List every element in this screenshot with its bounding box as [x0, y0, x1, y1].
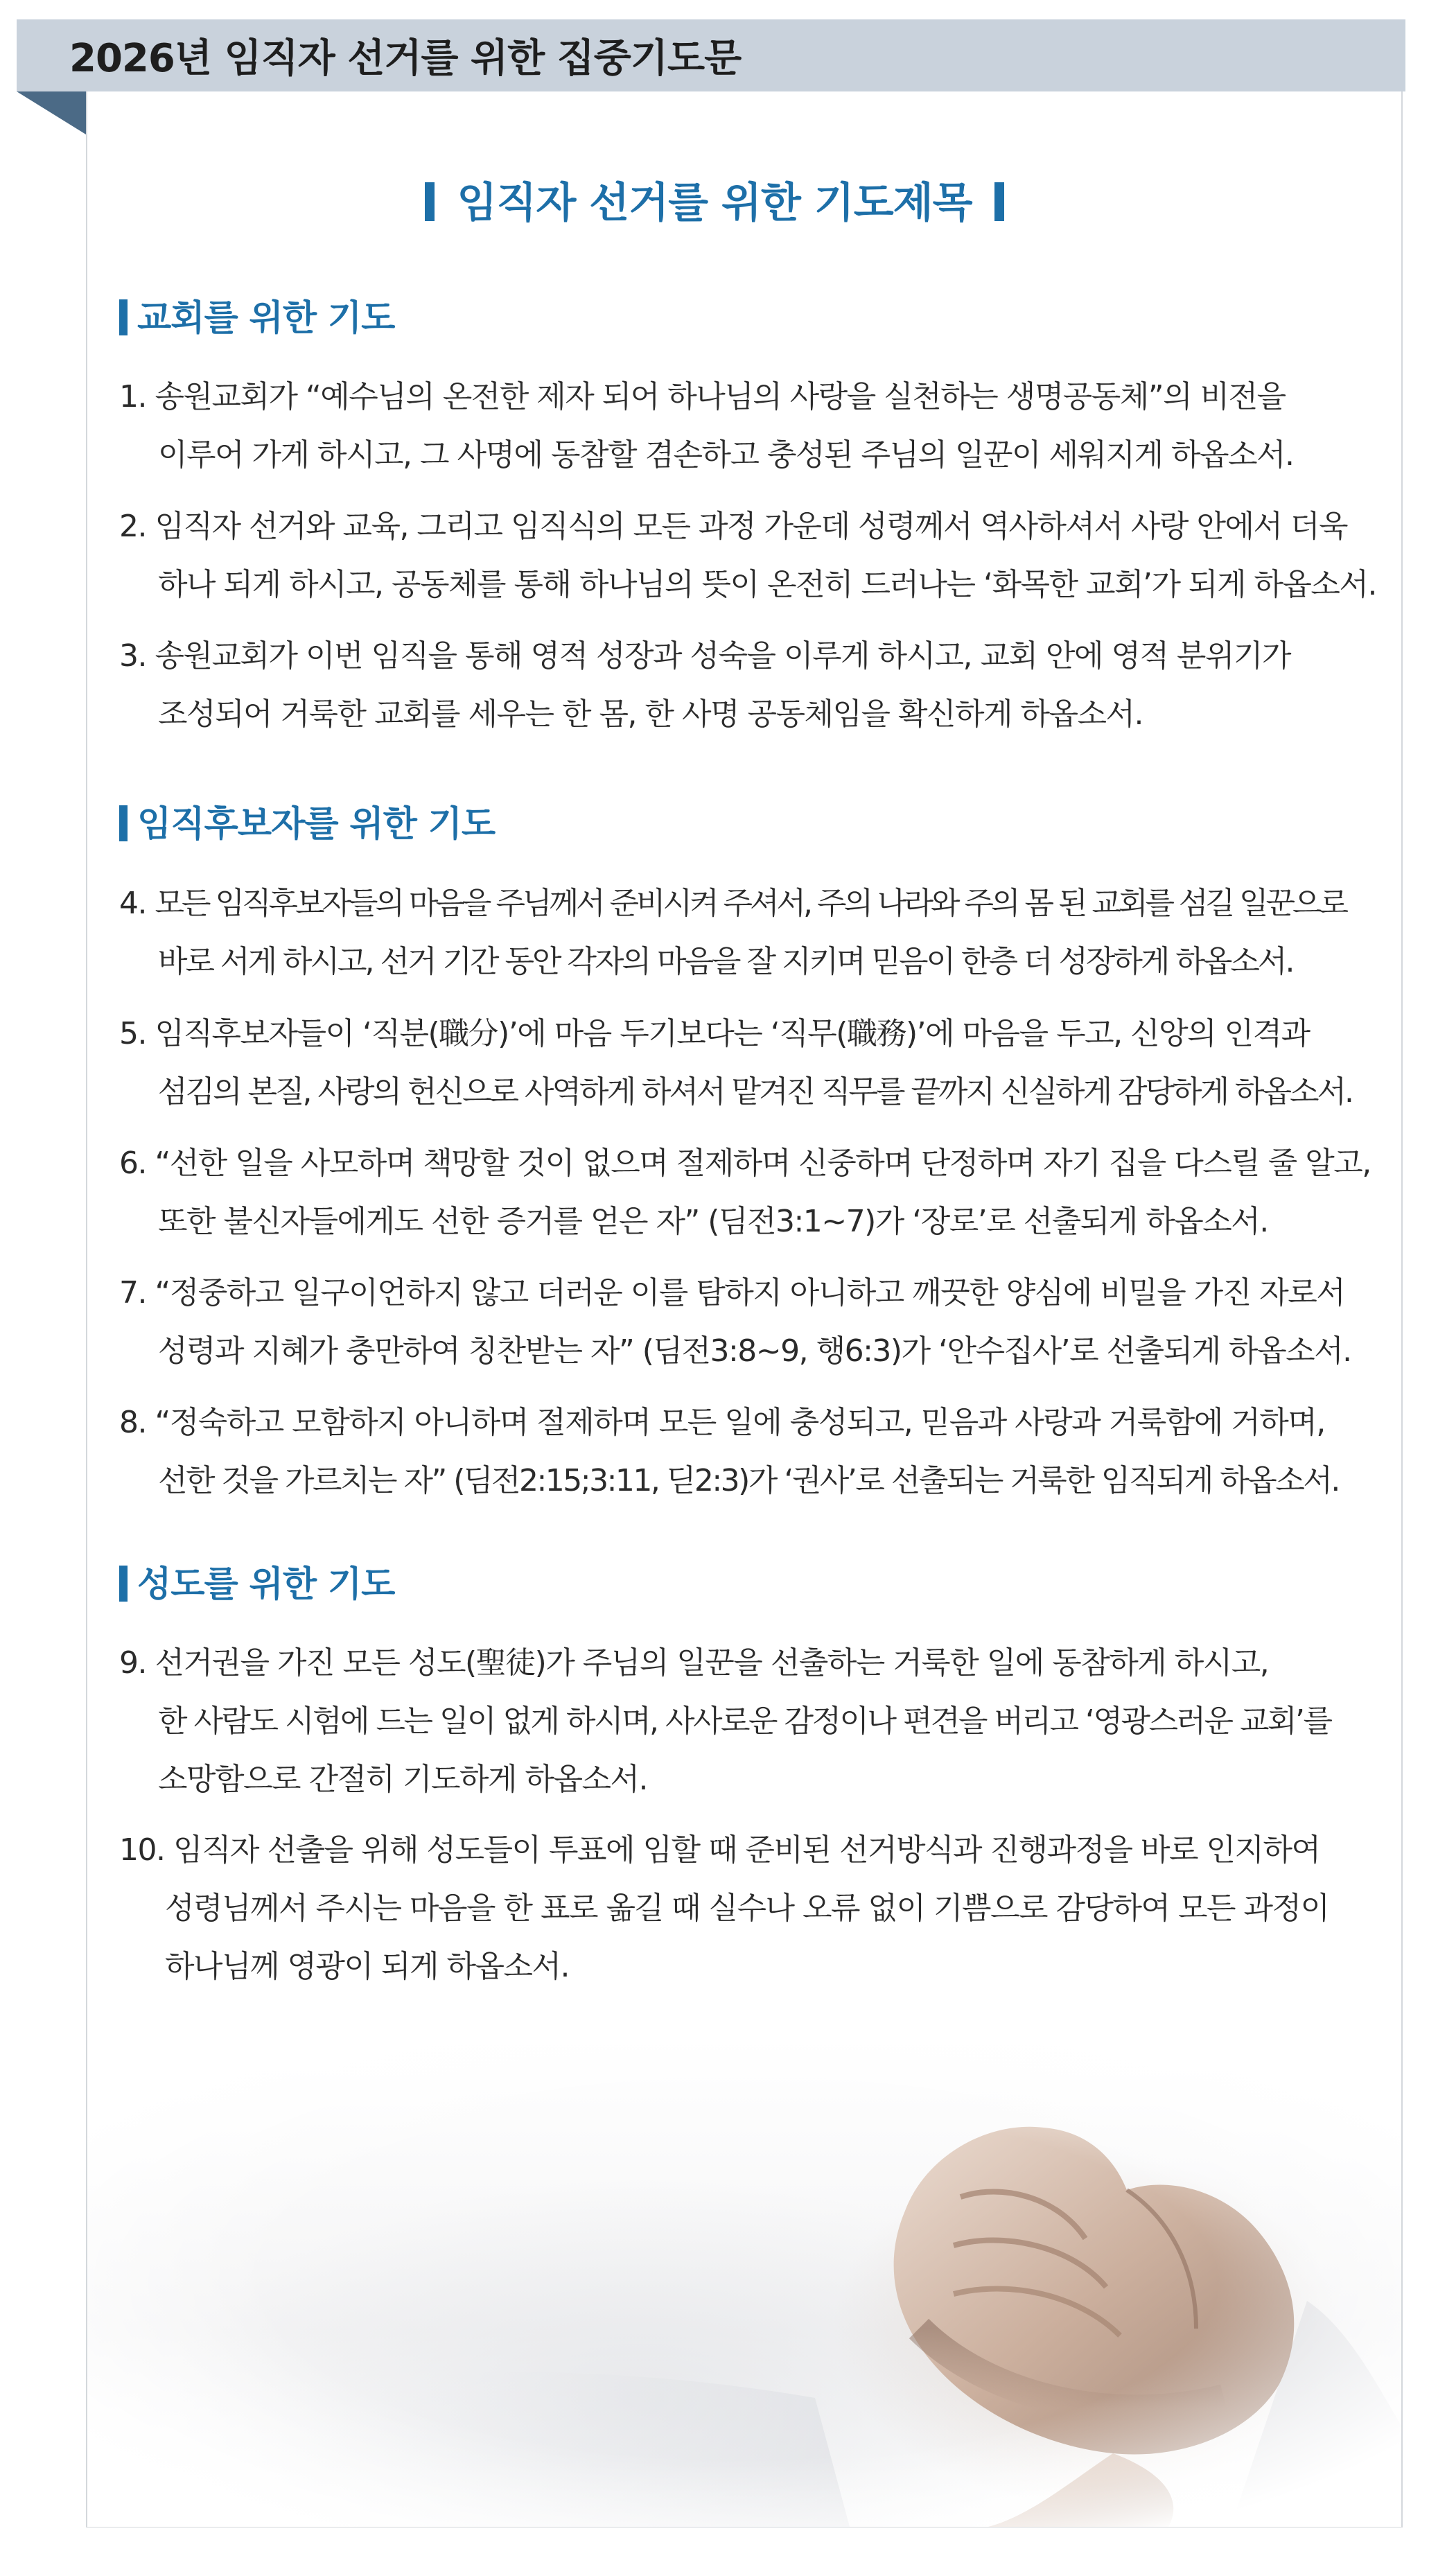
- item-text: 임직후보자들이 ‘직분(職分)’에 마음 두기보다는 ‘직무(職務)’에 마음을 두고, 신앙의 인격과: [155, 1016, 1310, 1051]
- item-text: 이루어 가게 하시고, 그 사명에 동참할 겸손하고 충성된 주님의 일꾼이 세워지게 하옵소서.: [158, 437, 1294, 473]
- header-fold-corner: [17, 91, 86, 134]
- prayer-item-9: [119, 1634, 1387, 1809]
- title-bar-left: [425, 182, 435, 221]
- item-text: “정숙하고 모함하지 아니하며 절제하며 모든 일에 충성되고, 믿음과 사랑과 거룩함에 거하며,: [155, 1405, 1325, 1440]
- prayer-item-3: [119, 627, 1387, 744]
- praying-hands-photo: [87, 2038, 1401, 2527]
- item-text: 한 사람도 시험에 드는 일이 없게 하시며, 사사로운 감정이나 편견을 버리고 ‘영광스러운 교회’를: [158, 1703, 1331, 1739]
- item-text: 하나님께 영광이 되게 하옵소서.: [165, 1949, 569, 1984]
- item-text: “선한 일을 사모하며 책망할 것이 없으며 절제하며 신중하며 단정하며 자기 집을 다스릴 줄 알고,: [155, 1146, 1371, 1181]
- item-text: 또한 불신자들에게도 선한 증거를 얻은 자” (딤전3:1~7)가 ‘장로’로 선출되게 하옵소서.: [158, 1204, 1268, 1239]
- item-text: 선한 것을 가르치는 자” (딤전2:15;3:11, 딛2:3)가 ‘권사’로 선출되는 거룩한 임직되게 하옵소서.: [158, 1463, 1339, 1498]
- item-text: 임직자 선출을 위해 성도들이 투표에 임할 때 준비된 선거방식과 진행과정을 바로 인지하여: [173, 1832, 1320, 1868]
- item-number: 6.: [119, 1146, 146, 1181]
- item-text: 성령과 지혜가 충만하여 칭찬받는 자” (딤전3:8~9, 행6:3)가 ‘안수집사’로 선출되게 하옵소서.: [158, 1333, 1351, 1369]
- item-text: 선거권을 가진 모든 성도(聖徒)가 주님의 일꾼을 선출하는 거룩한 일에 동참하게 하시고,: [155, 1645, 1269, 1681]
- prayer-item-4: [119, 875, 1387, 991]
- prayer-item-6: [119, 1134, 1387, 1251]
- item-text: 섬김의 본질, 사랑의 헌신으로 사역하게 하셔서 맡겨진 직무를 끝까지 신실하게 감당하게 하옵소서.: [158, 1074, 1352, 1110]
- item-text: 조성되어 거룩한 교회를 세우는 한 몸, 한 사명 공동체임을 확신하게 하옵소서.: [158, 696, 1143, 732]
- item-text: 송원교회가 “예수님의 온전한 제자 되어 하나님의 사랑을 실천하는 생명공동체”의 비전을: [155, 379, 1286, 414]
- item-number: 9.: [119, 1645, 146, 1681]
- item-text: 소망함으로 간절히 기도하게 하옵소서.: [158, 1762, 648, 1797]
- item-number: 3.: [119, 638, 146, 674]
- section-title-text: 교회를 위한 기도: [137, 298, 395, 339]
- item-number: 7.: [119, 1275, 146, 1311]
- item-text: 임직자 선거와 교육, 그리고 임직식의 모든 과정 가운데 성령께서 역사하셔서 사랑 안에서 더욱: [155, 509, 1347, 544]
- prayer-item-5: [119, 1005, 1387, 1121]
- prayer-item-7: [119, 1264, 1387, 1381]
- item-text: “정중하고 일구이언하지 않고 더러운 이를 탐하지 아니하고 깨끗한 양심에 비밀을 가진 자로서: [155, 1275, 1345, 1311]
- section-bar: [119, 805, 128, 841]
- item-number: 10.: [119, 1832, 165, 1868]
- title-bar-right: [994, 182, 1004, 221]
- item-text: 송원교회가 이번 임직을 통해 영적 성장과 성숙을 이루게 하시고, 교회 안에 영적 분위기가: [155, 638, 1290, 674]
- main-title-text: 임직자 선거를 위한 기도제목: [457, 179, 972, 227]
- section-bar: [119, 299, 128, 335]
- section-title-text: 임직후보자를 위한 기도: [137, 804, 496, 845]
- item-text: 바로 서게 하시고, 선거 기간 동안 각자의 마음을 잘 지키며 믿음이 한층 더 성장하게 하옵소서.: [158, 944, 1293, 979]
- section-title-candidates: [119, 800, 495, 849]
- item-number: 4.: [119, 886, 146, 921]
- prayer-item-2: [119, 498, 1387, 614]
- item-text: 모든 임직후보자들의 마음을 주님께서 준비시켜 주셔서, 주의 나라와 주의 몸 된 교회를 섬길 일꾼으로: [155, 886, 1346, 921]
- item-number: 1.: [119, 379, 146, 414]
- item-number: 2.: [119, 509, 146, 544]
- item-text: 성령님께서 주시는 마음을 한 표로 옮길 때 실수나 오류 없이 기쁨으로 감당하여 모든 과정이: [165, 1891, 1329, 1926]
- item-number: 8.: [119, 1405, 146, 1440]
- prayer-item-1: [119, 368, 1387, 484]
- prayer-item-8: [119, 1394, 1387, 1510]
- item-text: 하나 되게 하시고, 공동체를 통해 하나님의 뜻이 온전히 드러나는 ‘화목한 교회’가 되게 하옵소서.: [158, 567, 1376, 602]
- item-number: 5.: [119, 1016, 146, 1051]
- section-bar: [119, 1566, 128, 1602]
- section-title-members: [119, 1561, 394, 1609]
- section-title-text: 성도를 위한 기도: [137, 1564, 395, 1605]
- page-header-title: 2026년 임직자 선거를 위한 집중기도문: [69, 36, 742, 81]
- main-title: [0, 170, 1429, 229]
- praying-hands-illustration: [87, 2038, 1401, 2527]
- section-title-church: [119, 295, 394, 343]
- prayer-item-10: [119, 1821, 1387, 1996]
